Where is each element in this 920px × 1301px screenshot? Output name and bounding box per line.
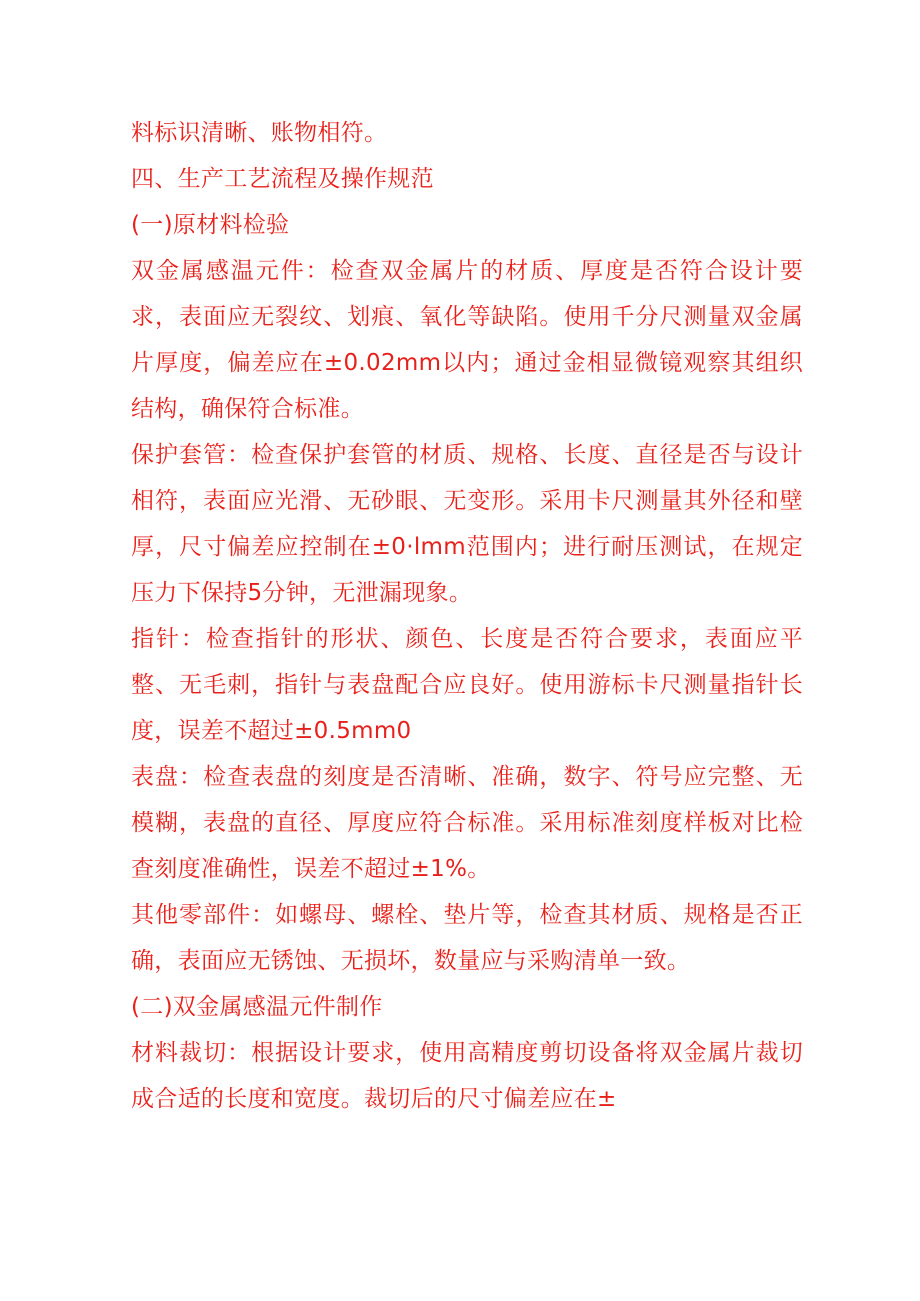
paragraph-continuation: 料标识清晰、账物相符。 — [131, 120, 388, 146]
paragraph-material-cutting: 材料裁切：根据设计要求，使用高精度剪切设备将双金属片裁切成合适的长度和宽度。裁切后的尺寸偏差应在± — [131, 1040, 803, 1112]
paragraph-pointer: 指针：检查指针的形状、颜色、长度是否符合要求，表面应平整、无毛刺，指针与表盘配合应良好。使用游标卡尺测量指针长度，误差不超过±0.5mm0 — [131, 626, 803, 744]
document-body — [131, 110, 803, 1122]
paragraph-bimetal-element: 双金属感温元件：检查双金属片的材质、厚度是否符合设计要求，表面应无裂纹、划痕、氧化等缺陷。使用千分尺测量双金属片厚度，偏差应在±0.02mm以内；通过金相显微镜观察其组织结构，确保符合标准。 — [131, 258, 803, 422]
subsection-heading-1: (一)原材料检验 — [131, 212, 290, 238]
paragraph-protective-sleeve: 保护套管：检查保护套管的材质、规格、长度、直径是否与设计相符，表面应光滑、无砂眼、无变形。采用卡尺测量其外径和壁厚，尺寸偏差应控制在±0·lmm范围内；进行耐压测试，在规定压力下保持5分钟，无泄漏现象。 — [131, 442, 803, 606]
paragraph-dial: 表盘：检查表盘的刻度是否清晰、准确，数字、符号应完整、无模糊，表盘的直径、厚度应符合标准。采用标准刻度样板对比检查刻度准确性，误差不超过±1%。 — [131, 764, 803, 882]
section-heading-4: 四、生产工艺流程及操作规范 — [131, 166, 434, 192]
subsection-heading-2: (二)双金属感温元件制作 — [131, 994, 383, 1020]
paragraph-other-parts: 其他零部件：如螺母、螺栓、垫片等，检查其材质、规格是否正确，表面应无锈蚀、无损坏，数量应与采购清单一致。 — [131, 902, 803, 974]
